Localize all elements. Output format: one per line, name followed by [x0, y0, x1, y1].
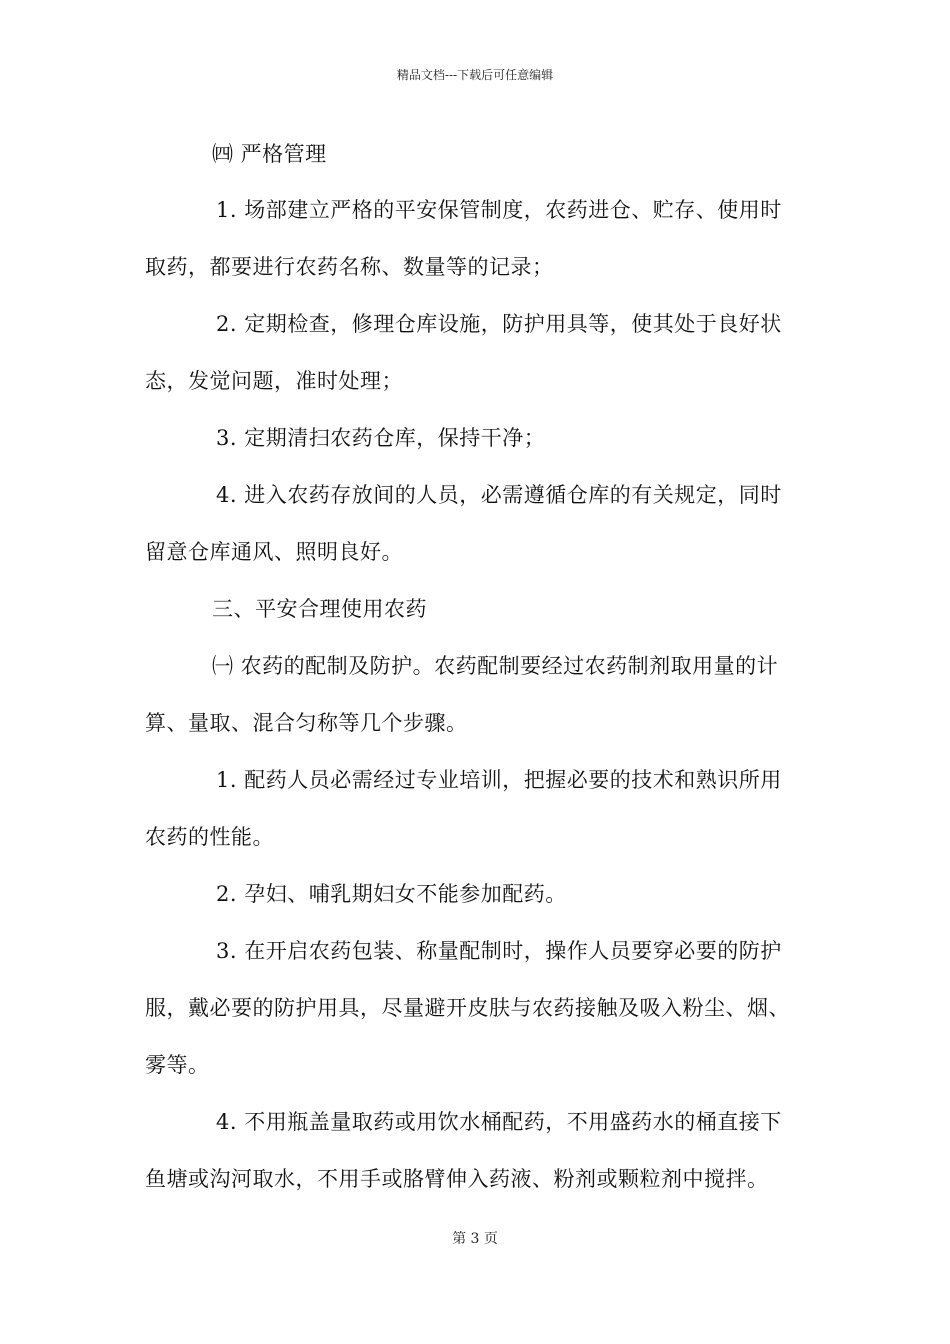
paragraph-line: 2. 定期检查，修理仓库设施，防护用具等，使其处于良好状 — [216, 312, 782, 336]
paragraph-line: 雾等。 — [145, 1053, 210, 1077]
paragraph-line: 4. 不用瓶盖量取药或用饮水桶配药，不用盛药水的桶直接下 — [216, 1110, 782, 1134]
paragraph-line: 农药的性能。 — [145, 825, 274, 849]
paragraph-line: 服，戴必要的防护用具，尽量避开皮肤与农药接触及吸入粉尘、烟、 — [145, 996, 790, 1020]
paragraph-line: 1. 场部建立严格的平安保管制度，农药进仓、贮存、使用时 — [216, 198, 782, 222]
paragraph-line: 1. 配药人员必需经过专业培训，把握必要的技术和熟识所用 — [216, 768, 782, 792]
paragraph-line: 态，发觉问题，准时处理； — [145, 369, 403, 393]
paragraph-line: 算、量取、混合匀称等几个步骤。 — [145, 711, 468, 735]
paragraph-line: 3. 在开启农药包装、称量配制时，操作人员要穿必要的防护 — [216, 939, 782, 963]
page-number: 第 3 页 — [452, 1231, 498, 1247]
page-header: 精品文档---下载后可任意编辑 — [396, 68, 554, 82]
paragraph-line: 3. 定期清扫农药仓库，保持干净； — [216, 426, 546, 450]
paragraph-line: 鱼塘或沟河取水，不用手或胳臂伸入药液、粉剂或颗粒剂中搅拌。 — [145, 1167, 769, 1191]
paragraph-line: 4. 进入农药存放间的人员，必需遵循仓库的有关规定，同时 — [216, 483, 782, 507]
section-heading-4: ㈣ 严格管理 — [212, 142, 327, 166]
paragraph-line: ㈠ 农药的配制及防护。农药配制要经过农药制剂取用量的计 — [212, 654, 779, 678]
paragraph-line: 2. 孕妇、哺乳期妇女不能参加配药。 — [216, 882, 567, 906]
paragraph-line: 留意仓库通风、照明良好。 — [145, 540, 403, 564]
paragraph-line: 取药，都要进行农药名称、数量等的记录； — [145, 255, 554, 279]
section-heading-3: 三、平安合理使用农药 — [212, 597, 427, 621]
